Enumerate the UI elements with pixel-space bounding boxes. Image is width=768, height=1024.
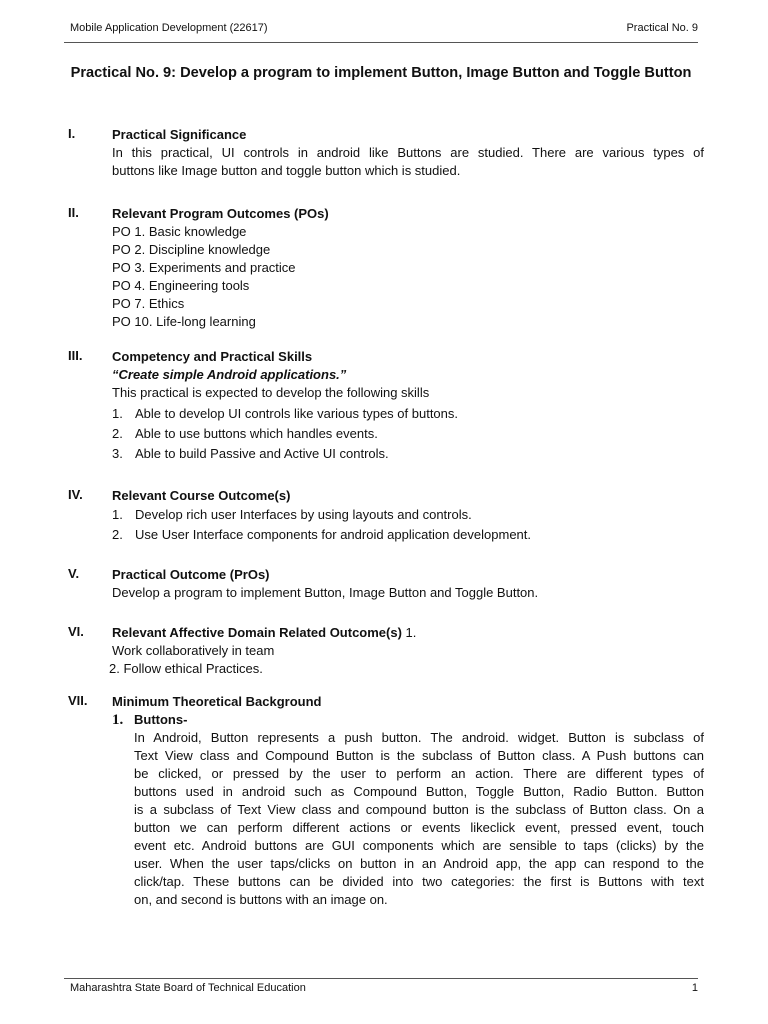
paragraph-line: Text View class and Compound Button is the subclass of Button class. A Push buttons can — [134, 748, 704, 763]
page-number: 1 — [691, 982, 698, 994]
list-item — [112, 444, 704, 464]
section-number: II. — [68, 205, 79, 220]
list-item — [112, 525, 704, 545]
list-item — [112, 424, 704, 444]
paragraph-line: Develop a program to implement Button, Image Button and Toggle Button. — [112, 585, 539, 600]
paragraph-line: In this practical, UI controls in android like Buttons are studied. There are various types of — [112, 145, 704, 160]
section-heading: Relevant Affective Domain Related Outcome(s) — [112, 625, 402, 640]
list-item — [112, 404, 704, 424]
paragraph-line: buttons used in android such as Compound Button, Toggle Button, Radio Button. Button — [134, 784, 704, 799]
section-number: V. — [68, 566, 80, 581]
section-heading: Relevant Course Outcome(s) — [112, 488, 291, 503]
subsection-title: Buttons- — [134, 712, 188, 727]
paragraph-line: buttons like Image button and toggle button which is studied. — [112, 163, 461, 178]
paragraph-line: In Android, Button represents a push button. The android. widget. Button is subclass of — [134, 730, 704, 745]
paragraph-line: 2. Follow ethical Practices. — [109, 661, 263, 676]
section-number: VII. — [68, 693, 88, 708]
list-number: 1. — [112, 507, 123, 522]
section-heading: Relevant Program Outcomes (POs) — [112, 206, 329, 221]
list-text: Use User Interface components for android application development. — [135, 527, 531, 542]
list-item — [112, 505, 704, 525]
list-item: PO 4. Engineering tools — [112, 278, 250, 293]
subsection-number: 1. — [112, 712, 124, 728]
paragraph-line: on, and second is buttons with an image on. — [134, 892, 388, 907]
list-item: PO 2. Discipline knowledge — [112, 242, 271, 257]
paragraph-line: This practical is expected to develop the following skills — [112, 385, 430, 400]
list-item: PO 7. Ethics — [112, 296, 185, 311]
header-course: Mobile Application Development (22617) — [70, 22, 268, 34]
section-heading: Practical Significance — [112, 127, 247, 142]
theory-paragraph — [134, 729, 704, 909]
section-number: I. — [68, 126, 76, 141]
page-footer — [64, 978, 698, 994]
competency-quote: “Create simple Android applications.” — [112, 367, 347, 382]
section-number: III. — [68, 348, 83, 363]
paragraph-line: be clicked, or pressed by the user to perform an action. There are different types of — [134, 766, 704, 781]
section-heading: Practical Outcome (PrOs) — [112, 567, 270, 582]
paragraph-line: click/tap. These buttons can be divided into two categories: the first is Buttons with text — [134, 874, 704, 889]
section-number: IV. — [68, 487, 83, 502]
section-heading: Competency and Practical Skills — [112, 349, 313, 364]
list-item: PO 1. Basic knowledge — [112, 224, 247, 239]
page-header — [64, 22, 698, 43]
list-text: Able to develop UI controls like various types of buttons. — [135, 406, 459, 421]
paragraph-line: is a subclass of Text View class and compound button is the subclass of Button class. On a — [134, 802, 704, 817]
heading-tail: 1. — [401, 625, 417, 640]
list-number: 2. — [112, 426, 123, 441]
list-number: 3. — [112, 446, 123, 461]
list-item: PO 3. Experiments and practice — [112, 260, 296, 275]
paragraph-line: user. When the user taps/clicks on button in an Android app, the app can respond to the — [134, 856, 704, 871]
section-number: VI. — [68, 624, 84, 639]
list-text: Develop rich user Interfaces by using layouts and controls. — [135, 507, 472, 522]
list-number: 1. — [112, 406, 123, 421]
list-text: Able to build Passive and Active UI controls. — [135, 446, 389, 461]
paragraph-line: event etc. Android buttons are GUI components which are sensible to taps (clicks) by the — [134, 838, 704, 853]
subsection-heading — [112, 711, 704, 729]
header-practical-number: Practical No. 9 — [626, 22, 698, 34]
paragraph-line: button we can perform different actions or events likeclick event, pressed event, touch — [134, 820, 704, 835]
list-text: Able to use buttons which handles events. — [135, 426, 378, 441]
section-heading: Minimum Theoretical Background — [112, 694, 322, 709]
list-number: 2. — [112, 527, 123, 542]
paragraph-line: Work collaboratively in team — [112, 643, 275, 658]
page-title: Practical No. 9: Develop a program to implement Button, Image Button and Toggle Button — [70, 65, 692, 81]
list-item: PO 10. Life-long learning — [112, 314, 256, 329]
footer-board-name: Maharashtra State Board of Technical Education — [70, 982, 306, 994]
